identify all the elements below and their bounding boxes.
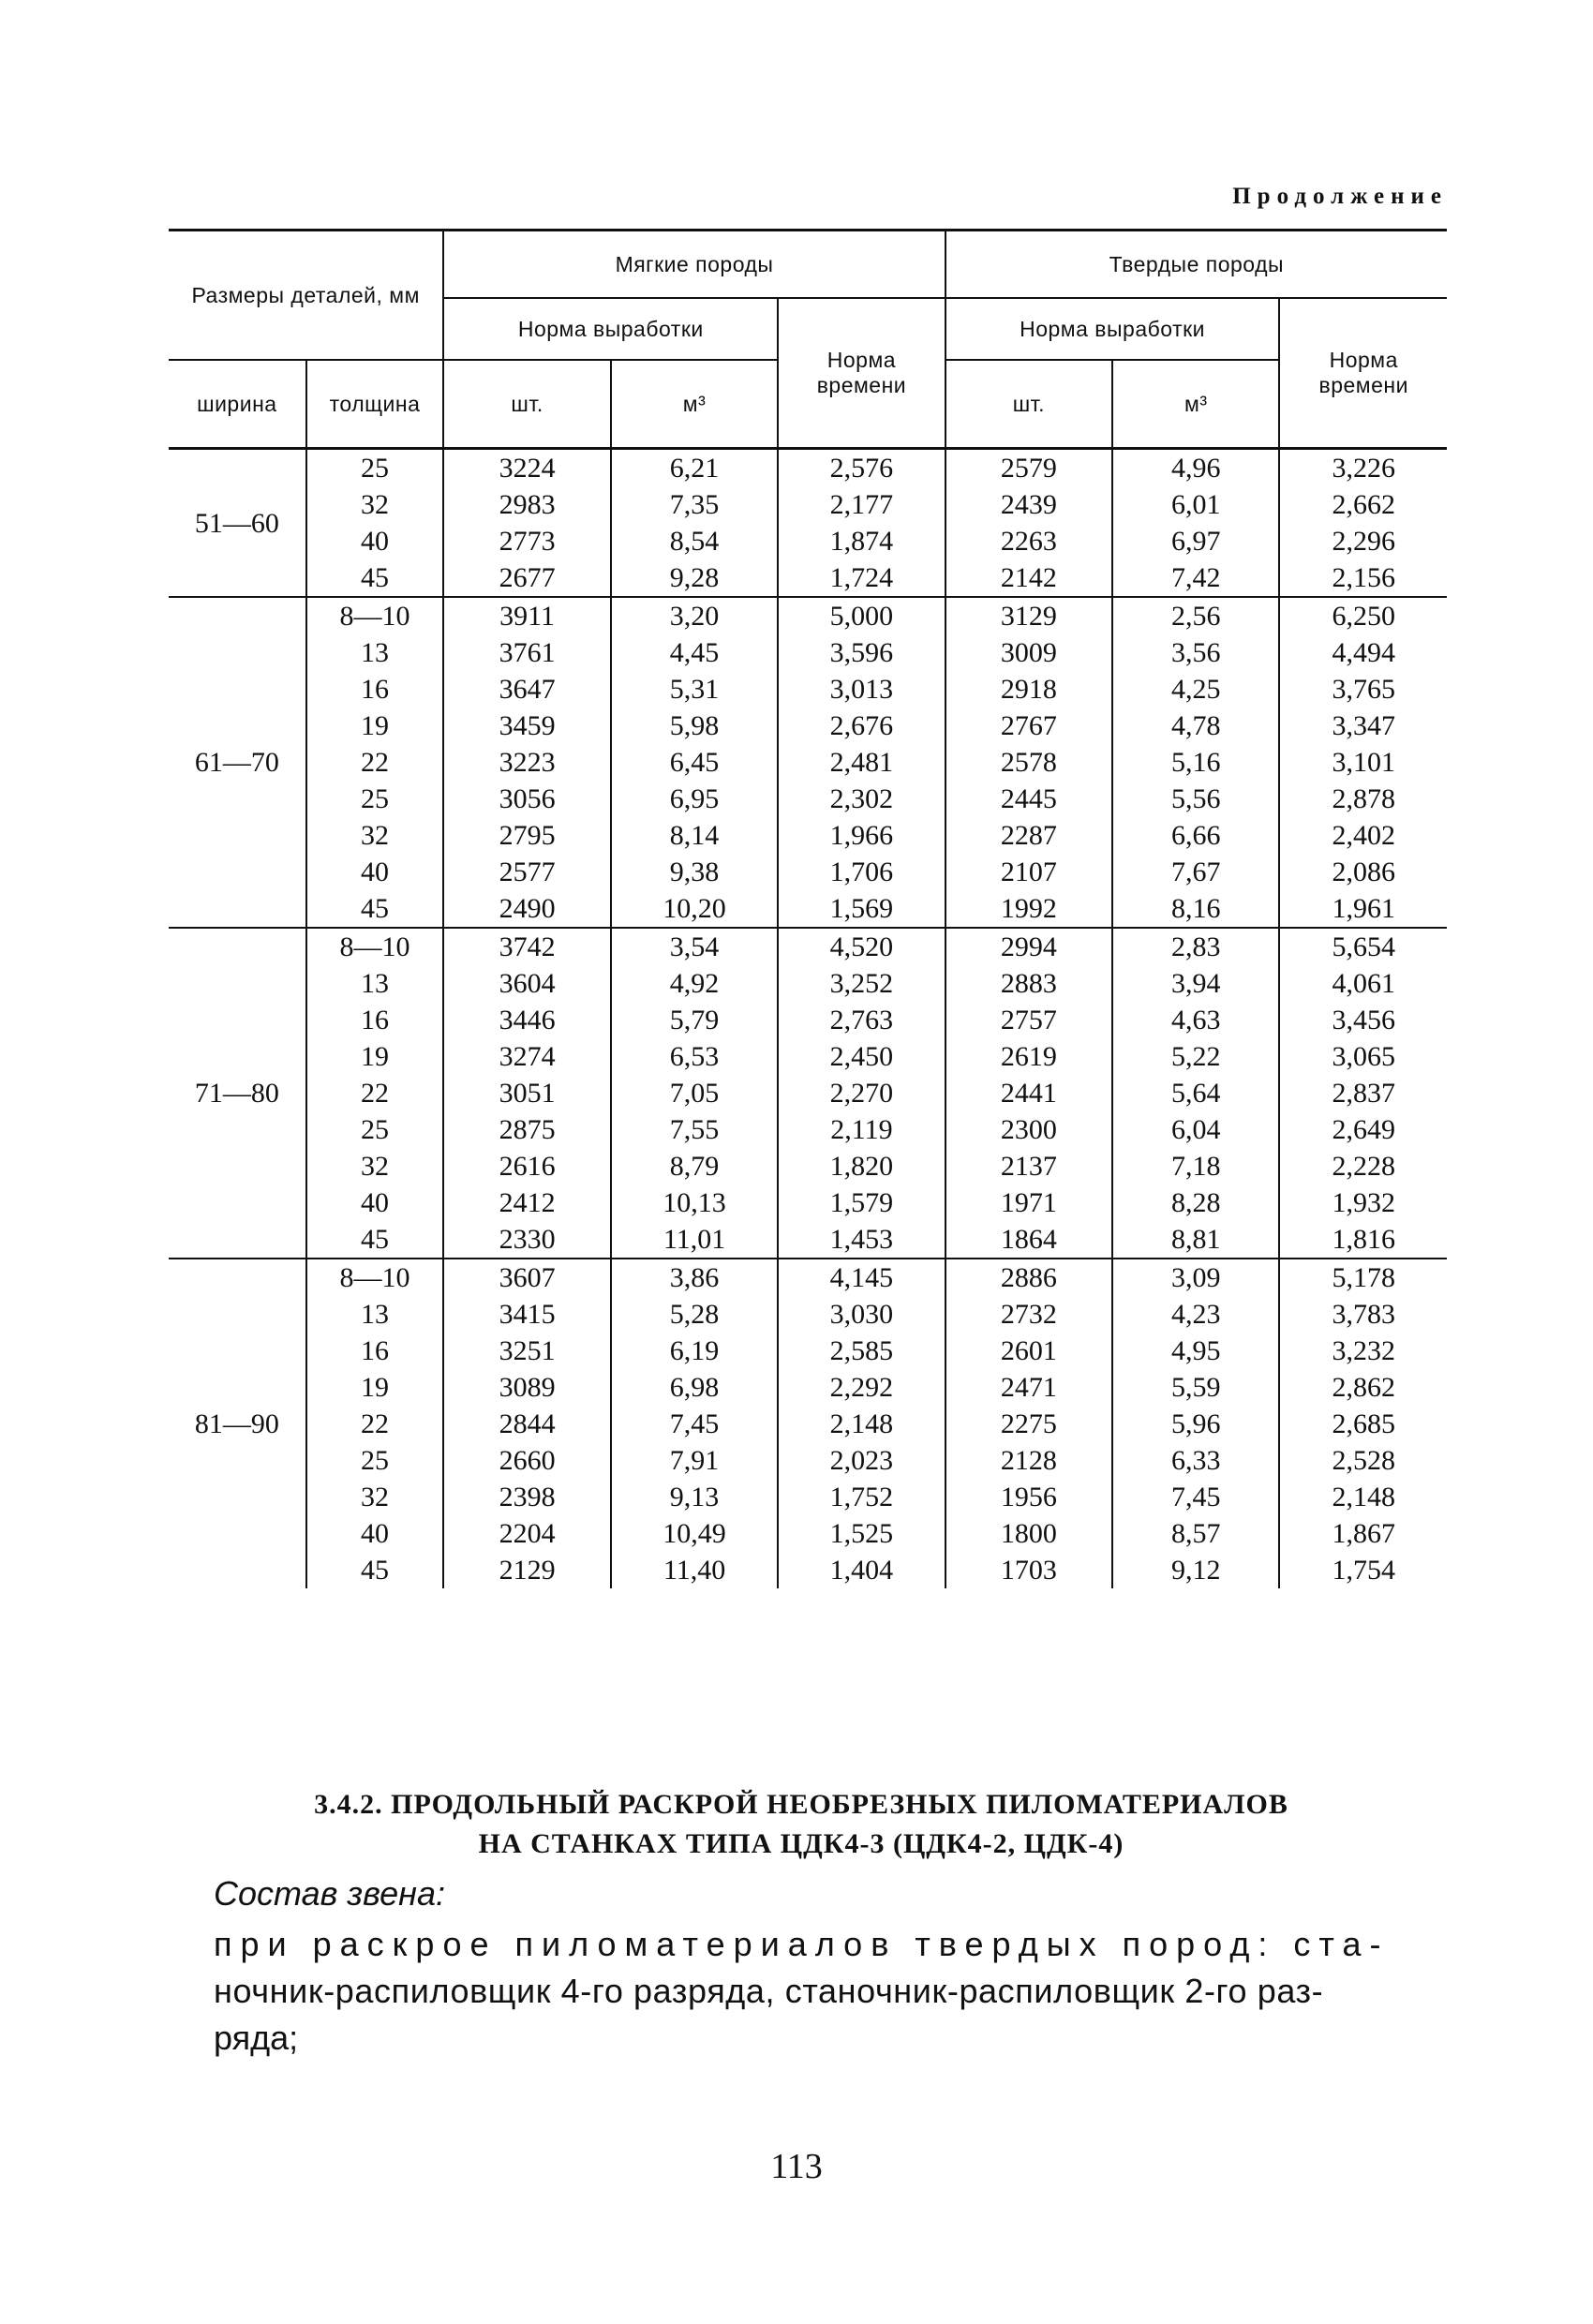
soft-time-norm-cell: 1,966 [778,817,945,854]
soft-m3-cell: 7,91 [611,1442,778,1479]
hard-pieces-cell: 1971 [945,1184,1112,1221]
hard-time-norm-cell: 2,148 [1279,1479,1447,1515]
hard-pieces-cell: 2994 [945,928,1112,965]
soft-m3-cell: 5,79 [611,1002,778,1038]
thickness-cell: 32 [306,486,444,523]
hard-time-norm-cell: 2,685 [1279,1406,1447,1442]
hard-time-norm-cell: 3,456 [1279,1002,1447,1038]
soft-pieces-cell: 2577 [443,854,610,890]
soft-pieces-cell: 2129 [443,1552,610,1588]
hard-m3-cell: 6,33 [1112,1442,1279,1479]
hard-pieces-cell: 2445 [945,781,1112,817]
soft-pieces-cell: 2660 [443,1442,610,1479]
table-row [169,1296,1447,1333]
table-row [169,1184,1447,1221]
soft-time-norm-cell: 2,023 [778,1442,945,1479]
table-row [169,523,1447,559]
soft-pieces-cell: 3446 [443,1002,610,1038]
hard-pieces-cell: 2732 [945,1296,1112,1333]
hard-m3-cell: 8,81 [1112,1221,1279,1259]
hard-pieces-cell: 2107 [945,854,1112,890]
soft-m3-cell: 5,98 [611,708,778,744]
soft-pieces-cell: 2875 [443,1111,610,1148]
hard-time-norm-cell: 4,494 [1279,634,1447,671]
soft-time-norm-cell: 1,874 [778,523,945,559]
crew-line-2: ночник-распиловщик 4-го разряда, станочник-распиловщик 2-го раз- [214,1972,1324,2010]
hard-pieces-cell: 2886 [945,1259,1112,1296]
table-row [169,1148,1447,1184]
soft-pieces-cell: 2616 [443,1148,610,1184]
hard-m3-cell: 5,16 [1112,744,1279,781]
hard-m3-cell: 5,56 [1112,781,1279,817]
thickness-cell: 22 [306,744,444,781]
thickness-cell: 40 [306,854,444,890]
thickness-cell: 25 [306,449,444,487]
hard-pieces-cell: 1703 [945,1552,1112,1588]
hard-pieces-cell: 2757 [945,1002,1112,1038]
soft-m3-cell: 7,05 [611,1075,778,1111]
soft-pieces-cell: 2983 [443,486,610,523]
soft-m3-cell: 6,53 [611,1038,778,1075]
table-row [169,1442,1447,1479]
soft-time-norm-cell: 1,404 [778,1552,945,1588]
hard-pieces-cell: 3009 [945,634,1112,671]
hard-pieces-cell: 2601 [945,1333,1112,1369]
thickness-cell: 19 [306,708,444,744]
hard-time-norm-cell: 4,061 [1279,965,1447,1002]
hard-time-norm-cell: 3,783 [1279,1296,1447,1333]
thickness-cell: 45 [306,1221,444,1259]
soft-time-norm-cell: 3,252 [778,965,945,1002]
soft-pieces-cell: 3089 [443,1369,610,1406]
thickness-cell: 22 [306,1406,444,1442]
soft-time-norm-cell: 2,450 [778,1038,945,1075]
hard-time-norm-cell: 1,961 [1279,890,1447,928]
thickness-cell: 19 [306,1369,444,1406]
hard-pieces-cell: 2439 [945,486,1112,523]
hard-m3-cell: 2,83 [1112,928,1279,965]
hard-time-norm-cell: 3,226 [1279,449,1447,487]
table-row [169,486,1447,523]
soft-pieces-cell: 3742 [443,928,610,965]
soft-time-norm-cell: 1,752 [778,1479,945,1515]
table-row [169,1406,1447,1442]
soft-time-norm-cell: 2,270 [778,1075,945,1111]
hard-time-norm-header: Норма времени [1279,298,1447,449]
page-number: 113 [770,2147,823,2186]
hard-m3-cell: 3,56 [1112,634,1279,671]
hard-pieces-cell: 2142 [945,559,1112,597]
hard-time-norm-cell: 2,837 [1279,1075,1447,1111]
hard-time-norm-cell: 5,654 [1279,928,1447,965]
table-row [169,1075,1447,1111]
width-header: ширина [169,360,306,449]
soft-pieces-cell: 3224 [443,449,610,487]
table-row [169,671,1447,708]
thickness-cell: 8—10 [306,928,444,965]
soft-m3-cell: 7,55 [611,1111,778,1148]
table-row [169,1111,1447,1148]
soft-m3-cell: 7,35 [611,486,778,523]
hard-pieces-cell: 2287 [945,817,1112,854]
hard-m3-cell: 4,63 [1112,1002,1279,1038]
hard-time-norm-cell: 2,086 [1279,854,1447,890]
soft-pieces-cell: 3251 [443,1333,610,1369]
soft-m3-cell: 3,20 [611,597,778,634]
thickness-cell: 32 [306,817,444,854]
hard-time-norm-cell: 2,662 [1279,486,1447,523]
hard-pieces-cell: 1992 [945,890,1112,928]
soft-m3-cell: 6,21 [611,449,778,487]
hard-time-norm-cell: 3,765 [1279,671,1447,708]
width-cell: 81—90 [169,1259,306,1588]
hard-m3-cell: 4,96 [1112,449,1279,487]
soft-time-norm-cell: 1,525 [778,1515,945,1552]
soft-m3-header: м³ [611,360,778,449]
hard-m3-cell: 4,95 [1112,1333,1279,1369]
thickness-header: толщина [306,360,444,449]
thickness-cell: 32 [306,1148,444,1184]
section-title-line-1: 3.4.2. ПРОДОЛЬНЫЙ РАСКРОЙ НЕОБРЕЗНЫХ ПИЛОМАТЕРИАЛОВ [314,1789,1288,1820]
hard-pieces-cell: 2767 [945,708,1112,744]
soft-m3-cell: 3,86 [611,1259,778,1296]
crew-line-1: при раскрое пиломатериалов твердых пород: ста- [214,1925,1390,1963]
hard-time-norm-cell: 6,250 [1279,597,1447,634]
soft-time-norm-cell: 3,013 [778,671,945,708]
thickness-cell: 22 [306,1075,444,1111]
continuation-label: Продолжение [1232,184,1448,209]
hard-m3-cell: 8,28 [1112,1184,1279,1221]
hard-m3-cell: 9,12 [1112,1552,1279,1588]
soft-pieces-cell: 2844 [443,1406,610,1442]
hard-time-norm-cell: 1,932 [1279,1184,1447,1221]
soft-m3-cell: 8,14 [611,817,778,854]
thickness-cell: 25 [306,781,444,817]
hard-pieces-cell: 2275 [945,1406,1112,1442]
soft-m3-cell: 6,19 [611,1333,778,1369]
hard-pieces-cell: 1956 [945,1479,1112,1515]
hard-m3-cell: 7,67 [1112,854,1279,890]
width-cell: 51—60 [194,507,279,539]
hard-m3-cell: 5,64 [1112,1075,1279,1111]
soft-time-norm-cell: 2,119 [778,1111,945,1148]
table-row [169,781,1447,817]
hard-m3-cell: 3,94 [1112,965,1279,1002]
soft-m3-cell: 6,95 [611,781,778,817]
section-title [0,1785,1593,1864]
norms-table-body [169,449,1447,1589]
soft-m3-cell: 9,28 [611,559,778,597]
hard-pieces-cell: 2263 [945,523,1112,559]
thickness-cell: 40 [306,1515,444,1552]
table-row [169,1333,1447,1369]
table-row [169,1221,1447,1259]
thickness-cell: 16 [306,1002,444,1038]
hard-m3-cell: 8,16 [1112,890,1279,928]
soft-time-norm-cell: 1,453 [778,1221,945,1259]
hard-m3-cell: 5,59 [1112,1369,1279,1406]
soft-pieces-header: шт. [443,360,610,449]
hard-m3-cell: 3,09 [1112,1259,1279,1296]
thickness-cell: 8—10 [306,1259,444,1296]
table-row [169,597,1447,634]
soft-time-norm-cell: 1,724 [778,559,945,597]
soft-pieces-cell: 3274 [443,1038,610,1075]
table-row [169,854,1447,890]
thickness-cell: 45 [306,559,444,597]
hard-wood-header: Твердые породы [945,231,1447,299]
hard-time-norm-cell: 2,878 [1279,781,1447,817]
hard-time-norm-cell: 1,867 [1279,1515,1447,1552]
table-row [169,1369,1447,1406]
table-row [169,449,1447,487]
hard-m3-cell: 8,57 [1112,1515,1279,1552]
hard-pieces-cell: 2883 [945,965,1112,1002]
soft-pieces-cell: 3604 [443,965,610,1002]
hard-time-norm-cell: 2,649 [1279,1111,1447,1148]
thickness-cell: 16 [306,1333,444,1369]
soft-m3-cell: 11,40 [611,1552,778,1588]
soft-pieces-cell: 3607 [443,1259,610,1296]
soft-pieces-cell: 3911 [443,597,610,634]
thickness-cell: 25 [306,1111,444,1148]
soft-m3-cell: 9,38 [611,854,778,890]
soft-m3-cell: 4,92 [611,965,778,1002]
hard-m3-cell: 6,66 [1112,817,1279,854]
table-row [169,817,1447,854]
soft-output-norm-header: Норма выработки [443,298,778,360]
hard-pieces-cell: 2300 [945,1111,1112,1148]
hard-time-norm-cell: 5,178 [1279,1259,1447,1296]
soft-m3-cell: 10,49 [611,1515,778,1552]
soft-pieces-cell: 2412 [443,1184,610,1221]
table-row [169,1515,1447,1552]
soft-time-norm-header: Норма времени [778,298,945,449]
soft-pieces-cell: 3223 [443,744,610,781]
hard-pieces-cell: 2918 [945,671,1112,708]
hard-pieces-header: шт. [945,360,1112,449]
table-row [169,744,1447,781]
soft-time-norm-cell: 4,520 [778,928,945,965]
hard-pieces-cell: 3129 [945,597,1112,634]
section-title-line-2: НА СТАНКАХ ТИПА ЦДК4-3 (ЦДК4-2, ЦДК-4) [478,1828,1124,1859]
hard-m3-cell: 6,04 [1112,1111,1279,1148]
soft-pieces-cell: 3647 [443,671,610,708]
table-row [169,634,1447,671]
soft-time-norm-cell: 2,292 [778,1369,945,1406]
thickness-cell: 8—10 [306,597,444,634]
table-row [169,890,1447,928]
crew-paragraph [214,1921,1430,2062]
hard-output-norm-header: Норма выработки [945,298,1280,360]
thickness-cell: 45 [306,1552,444,1588]
soft-time-norm-cell: 2,148 [778,1406,945,1442]
hard-time-norm-cell: 2,528 [1279,1442,1447,1479]
soft-m3-cell: 3,54 [611,928,778,965]
soft-pieces-cell: 3051 [443,1075,610,1111]
soft-m3-cell: 5,31 [611,671,778,708]
hard-m3-header: м³ [1112,360,1279,449]
soft-time-norm-cell: 1,579 [778,1184,945,1221]
table-row [169,928,1447,965]
soft-time-norm-cell: 3,596 [778,634,945,671]
thickness-cell: 13 [306,965,444,1002]
hard-time-norm-cell: 1,816 [1279,1221,1447,1259]
hard-pieces-cell: 1864 [945,1221,1112,1259]
table-row [169,559,1447,597]
width-cell: 61—70 [169,597,306,928]
hard-time-norm-cell: 2,862 [1279,1369,1447,1406]
soft-pieces-cell: 2330 [443,1221,610,1259]
hard-time-norm-cell: 3,101 [1279,744,1447,781]
hard-pieces-cell: 2128 [945,1442,1112,1479]
sizes-header: Размеры деталей, мм [169,231,443,361]
table-row [169,1552,1447,1588]
soft-time-norm-cell: 2,302 [778,781,945,817]
table-row [169,1038,1447,1075]
hard-pieces-cell: 2619 [945,1038,1112,1075]
soft-time-norm-cell: 2,177 [778,486,945,523]
crew-line-3: ряда; [214,2019,299,2057]
hard-m3-cell: 7,45 [1112,1479,1279,1515]
soft-m3-cell: 5,28 [611,1296,778,1333]
hard-pieces-cell: 2441 [945,1075,1112,1111]
soft-time-norm-cell: 1,569 [778,890,945,928]
soft-pieces-cell: 2398 [443,1479,610,1515]
table-row [169,1002,1447,1038]
thickness-cell: 25 [306,1442,444,1479]
soft-time-norm-cell: 1,706 [778,854,945,890]
hard-time-norm-cell: 2,296 [1279,523,1447,559]
hard-time-norm-cell: 1,754 [1279,1552,1447,1588]
soft-pieces-cell: 2490 [443,890,610,928]
hard-m3-cell: 4,25 [1112,671,1279,708]
hard-pieces-cell: 2579 [945,449,1112,487]
soft-m3-cell: 6,45 [611,744,778,781]
soft-pieces-cell: 2773 [443,523,610,559]
hard-m3-cell: 4,78 [1112,708,1279,744]
hard-m3-cell: 5,96 [1112,1406,1279,1442]
thickness-cell: 13 [306,1296,444,1333]
soft-pieces-cell: 3415 [443,1296,610,1333]
soft-pieces-cell: 3459 [443,708,610,744]
thickness-cell: 40 [306,523,444,559]
soft-m3-cell: 10,13 [611,1184,778,1221]
thickness-cell: 40 [306,1184,444,1221]
soft-m3-cell: 8,54 [611,523,778,559]
table-row [169,708,1447,744]
soft-m3-cell: 7,45 [611,1406,778,1442]
soft-m3-cell: 6,98 [611,1369,778,1406]
soft-pieces-cell: 2795 [443,817,610,854]
thickness-cell: 45 [306,890,444,928]
hard-time-norm-cell: 3,065 [1279,1038,1447,1075]
soft-pieces-cell: 2677 [443,559,610,597]
soft-m3-cell: 11,01 [611,1221,778,1259]
hard-m3-cell: 7,18 [1112,1148,1279,1184]
hard-time-norm-cell: 2,402 [1279,817,1447,854]
soft-pieces-cell: 3056 [443,781,610,817]
soft-time-norm-cell: 5,000 [778,597,945,634]
soft-pieces-cell: 2204 [443,1515,610,1552]
table-row [169,965,1447,1002]
hard-m3-cell: 4,23 [1112,1296,1279,1333]
hard-pieces-cell: 2137 [945,1148,1112,1184]
thickness-cell: 13 [306,634,444,671]
hard-m3-cell: 7,42 [1112,559,1279,597]
soft-time-norm-cell: 3,030 [778,1296,945,1333]
thickness-cell: 32 [306,1479,444,1515]
soft-time-norm-cell: 2,585 [778,1333,945,1369]
crew-heading: Состав звена: [214,1874,446,1913]
norms-table [169,229,1447,1588]
hard-m3-cell: 6,97 [1112,523,1279,559]
thickness-cell: 16 [306,671,444,708]
hard-pieces-cell: 1800 [945,1515,1112,1552]
thickness-cell: 19 [306,1038,444,1075]
soft-m3-cell: 9,13 [611,1479,778,1515]
soft-time-norm-cell: 2,576 [778,449,945,487]
hard-pieces-cell: 2578 [945,744,1112,781]
soft-time-norm-cell: 2,676 [778,708,945,744]
hard-time-norm-cell: 3,347 [1279,708,1447,744]
soft-m3-cell: 10,20 [611,890,778,928]
soft-time-norm-cell: 2,763 [778,1002,945,1038]
hard-m3-cell: 6,01 [1112,486,1279,523]
soft-wood-header: Мягкие породы [443,231,945,299]
hard-time-norm-cell: 2,228 [1279,1148,1447,1184]
hard-pieces-cell: 2471 [945,1369,1112,1406]
soft-pieces-cell: 3761 [443,634,610,671]
soft-time-norm-cell: 2,481 [778,744,945,781]
soft-m3-cell: 4,45 [611,634,778,671]
hard-m3-cell: 2,56 [1112,597,1279,634]
width-cell: 71—80 [169,928,306,1259]
hard-time-norm-cell: 3,232 [1279,1333,1447,1369]
hard-m3-cell: 5,22 [1112,1038,1279,1075]
hard-time-norm-cell: 2,156 [1279,559,1447,597]
table-row [169,1259,1447,1296]
soft-m3-cell: 8,79 [611,1148,778,1184]
soft-time-norm-cell: 4,145 [778,1259,945,1296]
table-row [169,1479,1447,1515]
soft-time-norm-cell: 1,820 [778,1148,945,1184]
